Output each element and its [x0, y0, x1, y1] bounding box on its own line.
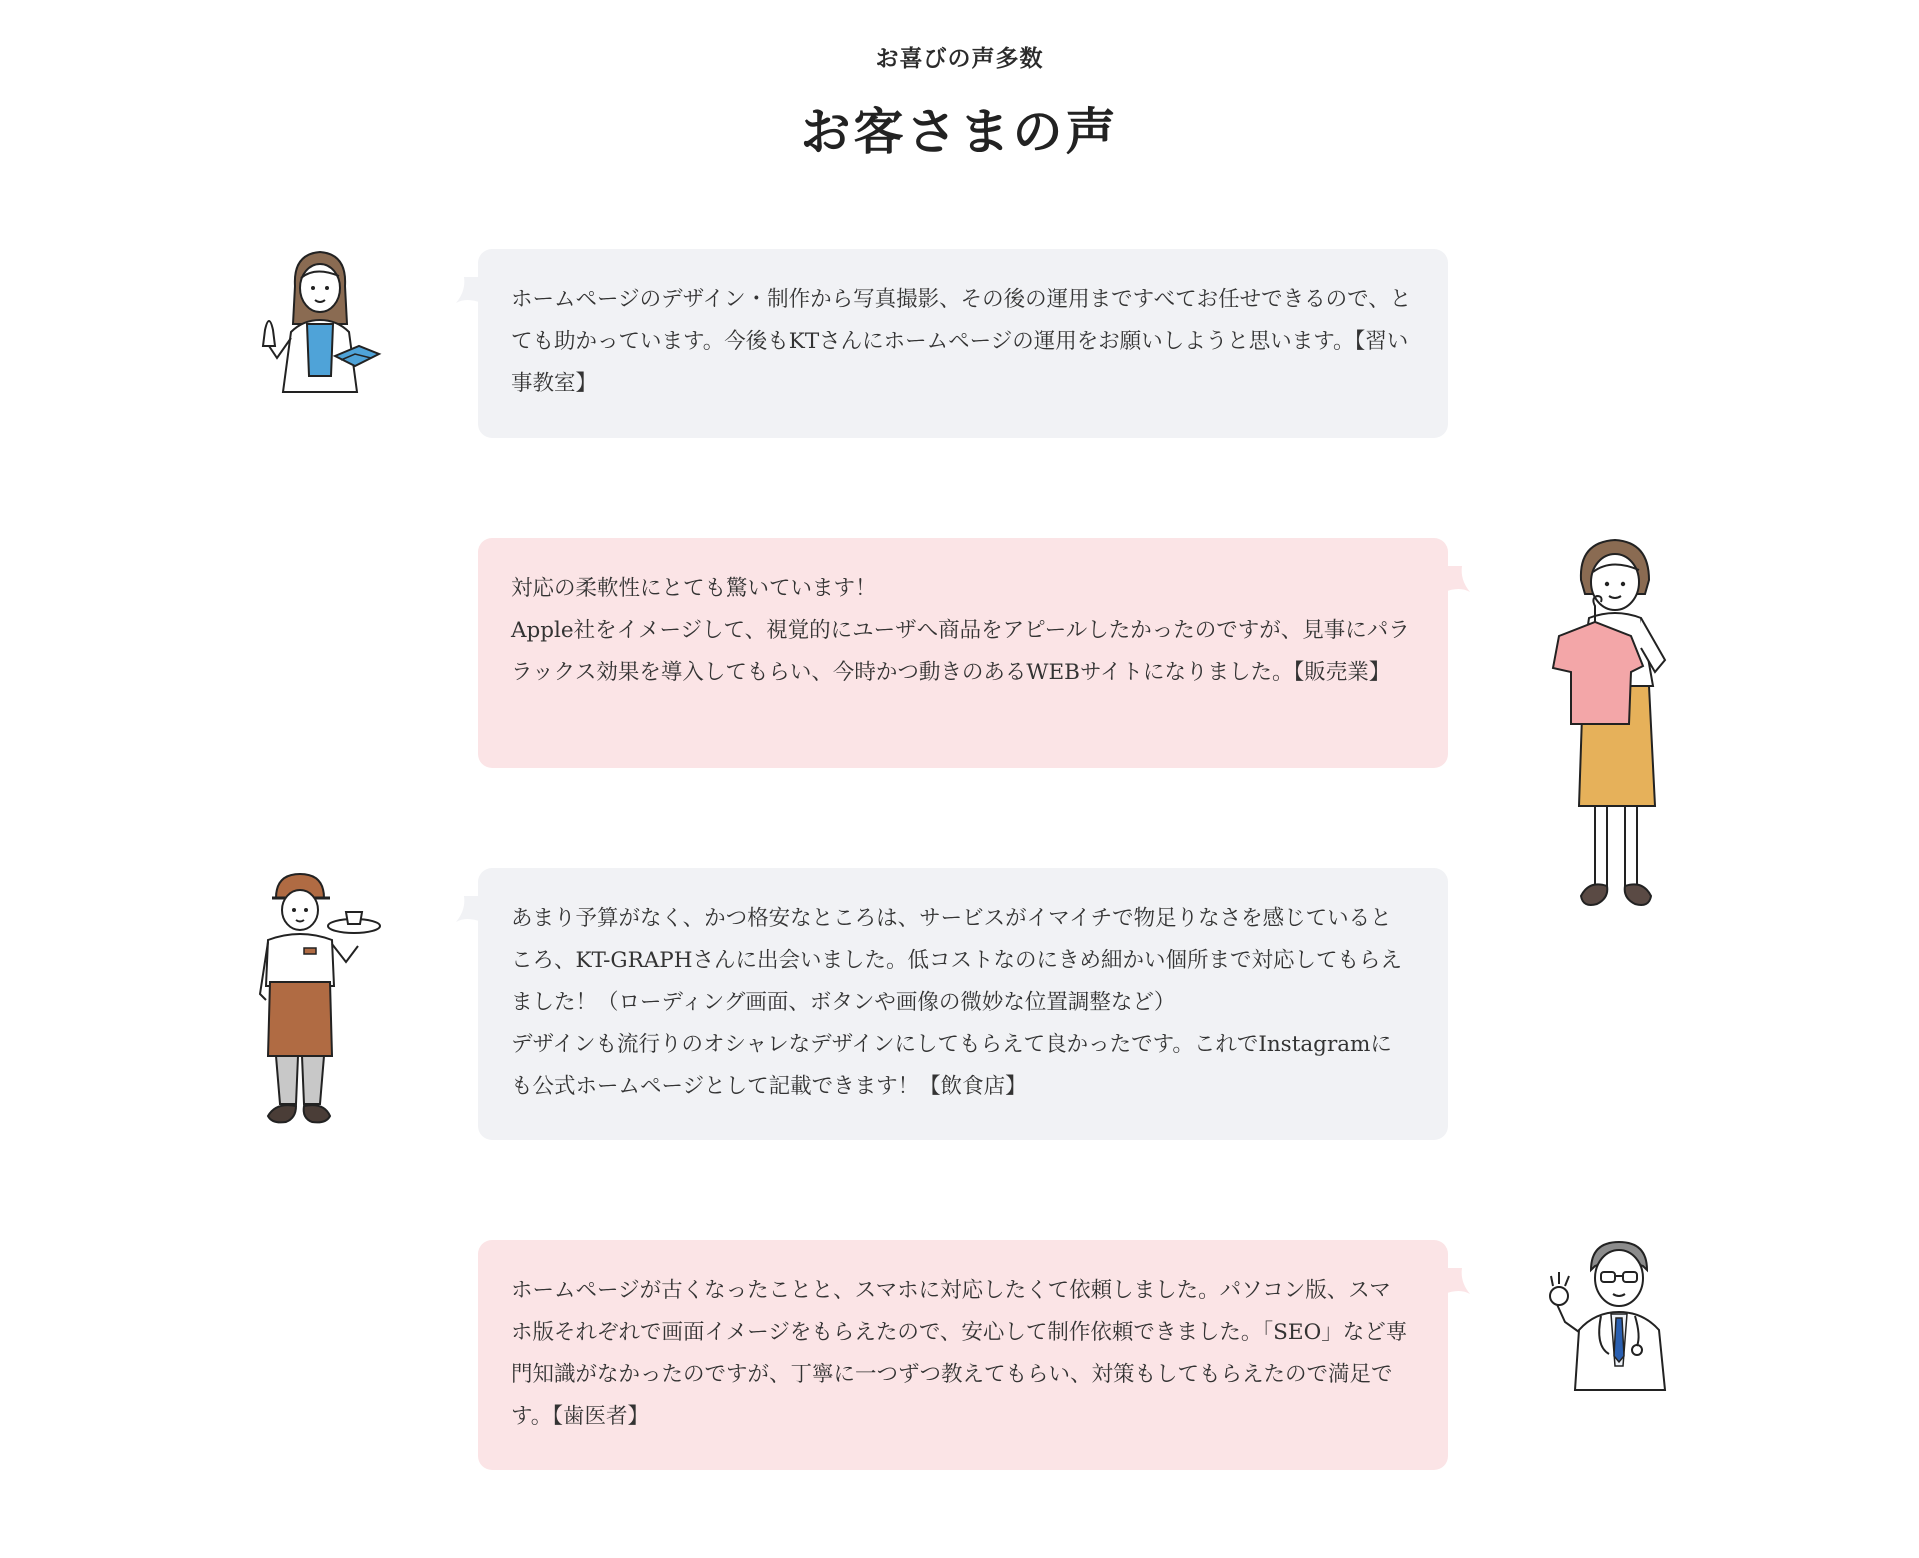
testimonial-bubble-3 [478, 868, 1448, 1140]
testimonial-text: 対応の柔軟性にとても驚いています！ Apple社をイメージして、視覚的にユーザへ商品をアピールしたかったのですが、見事にパララックス効果を導入してもらい、今時かつ動きのあるWEBサイトになりました。【販売業】 [511, 576, 1410, 685]
testimonial-text: ホームページのデザイン・制作から写真撮影、その後の運用まですべてお任せできるので、とても助かっています。今後もKTさんにホームページの運用をお願いしようと思います。【習い事教室】 [511, 287, 1412, 396]
section-subtitle: お喜びの声多数 [875, 46, 1044, 72]
testimonial-text: あまり予算がなく、かつ格安なところは、サービスがイマイチで物足りなさを感じているところ、KT-GRAPHさんに出会いました。低コストなのにきめ細かい個所まで対応してもらえました！（ローディング画面、ボタンや画像の微妙な位置調整など） デザインも流行りのオシャレなデザインにしてもらえて良かったです。これでInstagramにも公式ホームページとして記載できます！【飲食店】 [511, 906, 1403, 1099]
teacher-woman-with-book-icon [255, 246, 385, 398]
shop-clerk-woman-with-shirt-icon [1545, 536, 1685, 914]
waiter-with-tray-icon [254, 866, 384, 1130]
bubble-tail [1444, 566, 1470, 592]
bubble-tail [456, 896, 482, 922]
testimonial-bubble-1 [478, 249, 1448, 438]
bubble-tail [456, 277, 482, 303]
testimonial-bubble-4 [478, 1240, 1448, 1470]
testimonial-bubble-2 [478, 538, 1448, 768]
dentist-doctor-icon [1545, 1236, 1675, 1396]
section-title: お客さまの声 [800, 102, 1119, 161]
bubble-tail [1444, 1268, 1470, 1294]
testimonial-text: ホームページが古くなったことと、スマホに対応したくて依頼しました。パソコン版、スマホ版それぞれで画面イメージをもらえたので、安心して制作依頼できました。「SEO」など専門知識がなかったのですが、丁寧に一つずつ教えてもらい、対策もしてもらえたので満足です。【歯医者】 [511, 1278, 1408, 1429]
